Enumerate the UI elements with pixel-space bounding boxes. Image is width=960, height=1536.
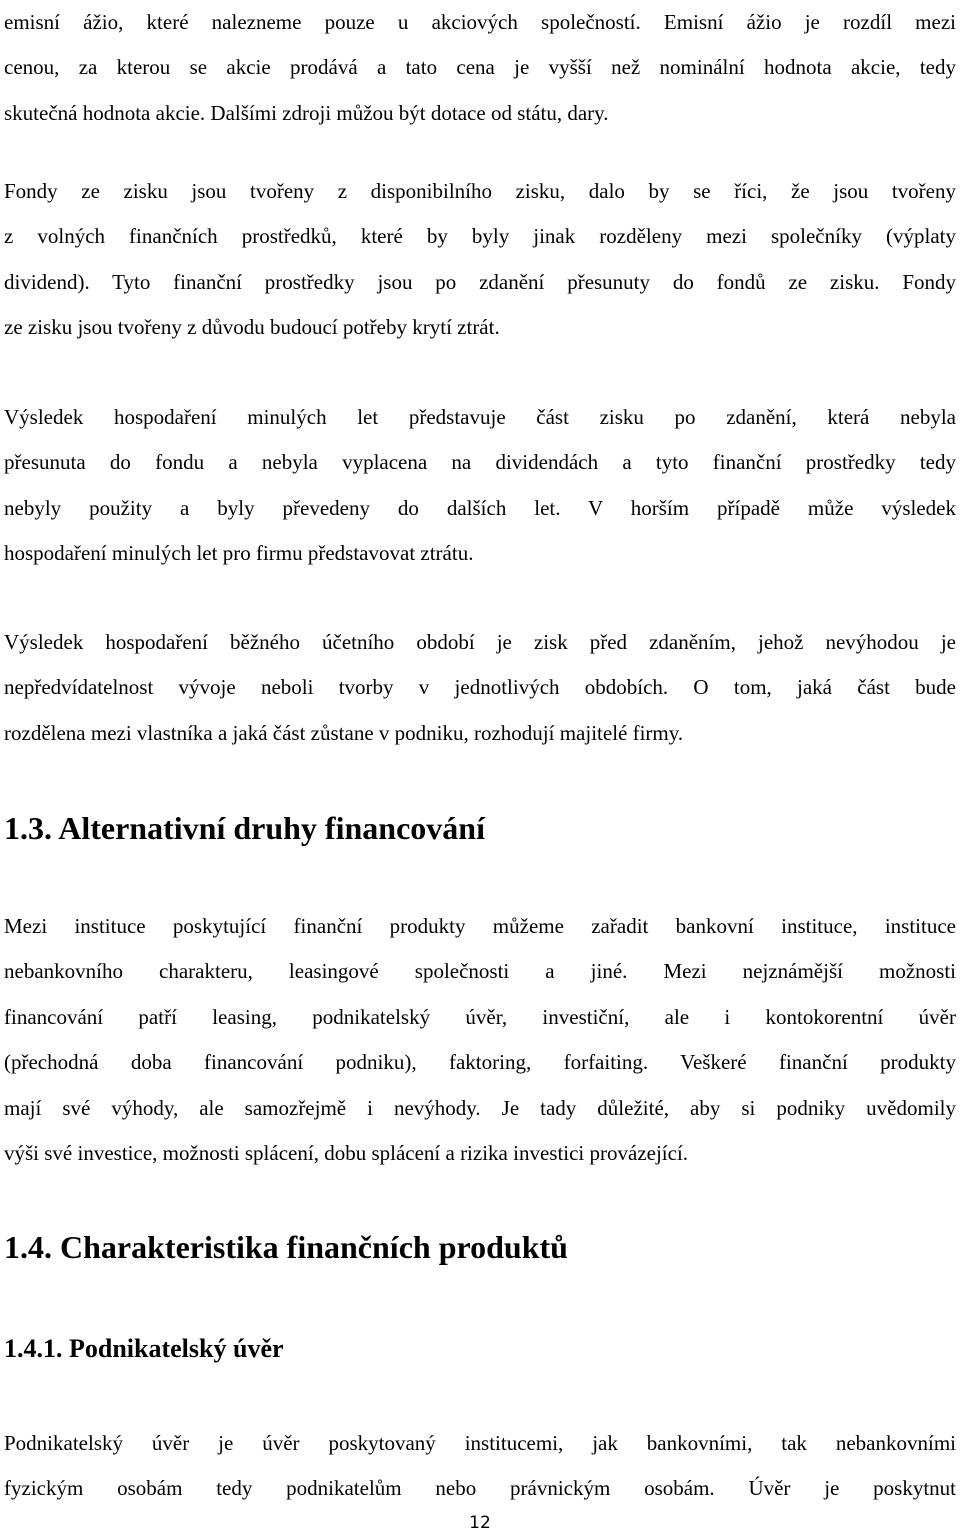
text-line: emisní ážio, které nalezneme pouze u akciových společností. Emisní ážio je rozdíl mezi [4, 10, 956, 34]
text-line: Fondy ze zisku jsou tvořeny z disponibilního zisku, dalo by se říci, že jsou tvořeny [4, 179, 956, 203]
text-line: přesunuta do fondu a nebyla vyplacena na dividendách a tyto finanční prostředky tedy [4, 450, 956, 475]
text-line: Výsledek hospodaření běžného účetního období je zisk před zdaněním, jehož nevýhodou je [4, 630, 956, 654]
paragraph-emission-premium [4, 0, 956, 136]
text-line: Podnikatelský úvěr je úvěr poskytovaný institucemi, jak bankovními, tak nebankovními [4, 1431, 956, 1455]
text-line: hospodaření minulých let pro firmu představovat ztrátu. [4, 541, 474, 566]
paragraph-alternative-financing [4, 904, 956, 1176]
text-line: cenou, za kterou se akcie prodává a tato cena je vyšší než nominální hodnota akcie, tedy [4, 55, 956, 80]
text-line: výši své investice, možnosti splácení, dobu splácení a rizika investici provázející. [4, 1141, 689, 1166]
section-heading-1-4: 1.4. Charakteristika finančních produktů [4, 1229, 568, 1265]
text-line: fyzickým osobám tedy podnikatelům nebo právnickým osobám. Úvěr je poskytnut [4, 1476, 956, 1501]
subsection-heading-1-4-1: 1.4.1. Podnikatelský úvěr [4, 1334, 284, 1363]
text-line: nebankovního charakteru, leasingové společnosti a jiné. Mezi nejznámější možnosti [4, 959, 956, 984]
paragraph-profit-funds [4, 169, 956, 351]
text-line: dividend). Tyto finanční prostředky jsou po zdanění přesunuty do fondů ze zisku. Fondy [4, 269, 956, 294]
paragraph-current-period-result [4, 620, 956, 756]
text-line: ze zisku jsou tvořeny z důvodu budoucí potřeby krytí ztrát. [4, 315, 500, 340]
text-line: rozdělena mezi vlastníka a jaká část zůstane v podniku, rozhodují majitelé firmy. [4, 720, 684, 745]
paragraph-business-loan [4, 1421, 956, 1512]
paragraph-prior-years-result [4, 395, 956, 577]
text-line: nepředvídatelnost vývoje neboli tvorby v jednotlivých obdobích. O tom, jaká část bude [4, 675, 956, 700]
page-number: 12 [469, 1513, 491, 1533]
text-line: Výsledek hospodaření minulých let představuje část zisku po zdanění, která nebyla [4, 405, 956, 429]
text-line: skutečná hodnota akcie. Dalšími zdroji můžou být dotace od státu, dary. [4, 100, 609, 125]
text-line: mají své výhody, ale samozřejmě i nevýhody. Je tady důležité, aby si podniky uvědomily [4, 1095, 956, 1120]
text-line: nebyly použity a byly převedeny do dalších let. V horším případě může výsledek [4, 495, 956, 520]
text-line: financování patří leasing, podnikatelský úvěr, investiční, ale i kontokorentní úvěr [4, 1004, 956, 1029]
text-line: Mezi instituce poskytující finanční produkty můžeme zařadit bankovní instituce, instituce [4, 914, 956, 938]
text-line: z volných finančních prostředků, které by byly jinak rozděleny mezi společníky (výplaty [4, 224, 956, 249]
section-heading-1-3: 1.3. Alternativní druhy financování [4, 810, 485, 846]
text-line: (přechodná doba financování podniku), faktoring, forfaiting. Veškeré finanční produkty [4, 1050, 956, 1075]
